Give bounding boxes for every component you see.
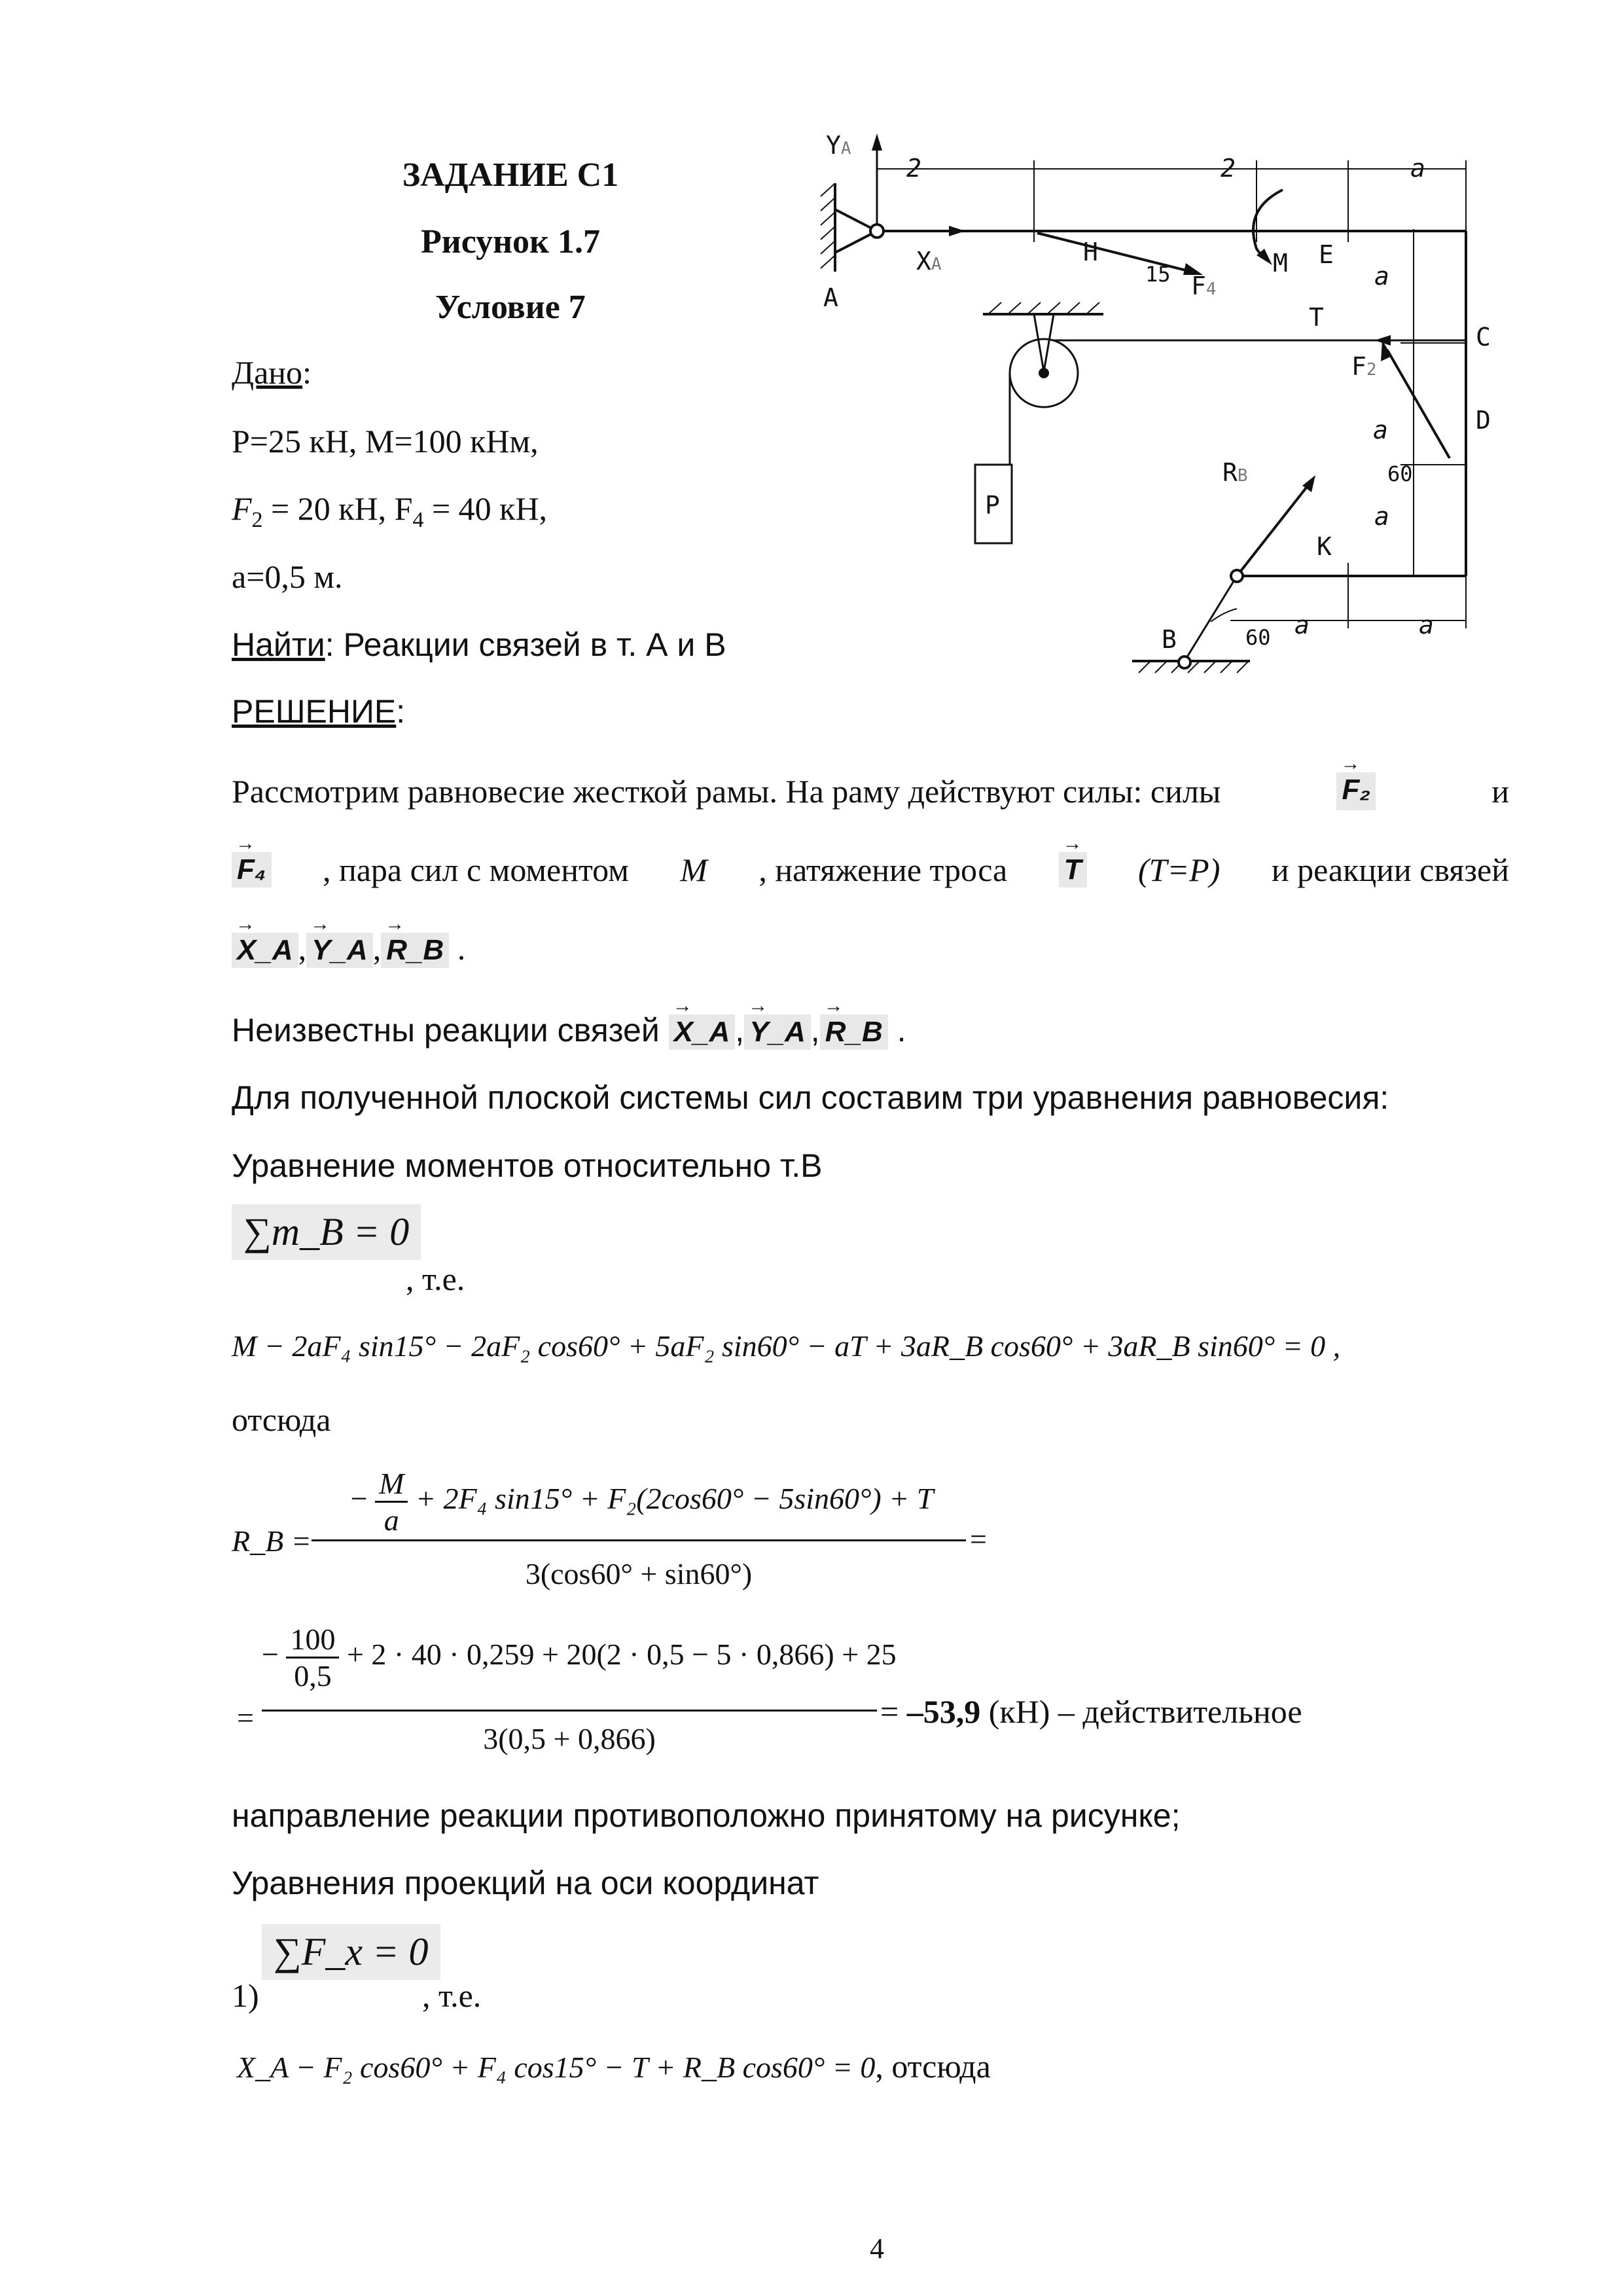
numeric-numerator: − $\frac{100}{0,5}$ + 2 · 40 · 0,259 + 20(2 · 0,5 − 5 · 0,866) + 25 (262, 1623, 897, 1693)
dim-a-5: a (1419, 611, 1434, 639)
sum-mb-equation: ∑m_B = 0 (232, 1204, 421, 1260)
rb-result: = –53,9 (кН) – действительное (880, 1693, 1302, 1730)
paragraph-projections: Уравнения проекций на оси координат (232, 1865, 819, 1901)
label-b: B (1162, 625, 1177, 654)
task-title: ЗАДАНИЕ С1 (402, 156, 619, 194)
dim-a-3: a (1374, 502, 1389, 531)
label-ya: YA (826, 131, 851, 160)
numeric-fraction-bar (262, 1710, 877, 1712)
dim-a-4: a (1294, 611, 1310, 639)
rb-lhs: R_B = (232, 1524, 312, 1558)
vector-f4: → F₄ (232, 852, 272, 888)
rb-fraction-bar (312, 1539, 966, 1541)
label-angle-60-f2: 60 (1387, 461, 1413, 486)
ie-2: , т.е. (422, 1977, 482, 2014)
numeric-denominator: 3(0,5 + 0,866) (483, 1722, 656, 1755)
vector-f2: → F₂ (1336, 772, 1376, 810)
ie-1: , т.е. (406, 1261, 465, 1297)
given-line-2: $F_2 = 20$ кН, $F_4 = 40$ кН, (232, 490, 548, 532)
paragraph-system: Для полученной плоской системы сил составим три уравнения равновесия: (232, 1079, 1389, 1116)
paragraph-unknowns: Неизвестны реакции связей → X_A ,→ Y_A ,→ R_B . (232, 1011, 906, 1050)
vector-t: → T (1059, 852, 1087, 888)
rb-equals: = (970, 1522, 987, 1556)
moment-equation: M − 2aF₄ sin15° − 2aF₂ cos60° + 5aF₂ sin60° − aT + 3aR_B cos60° + 3aR_B sin60° = 0 , (232, 1329, 1341, 1363)
dim-a-top: a (1410, 154, 1425, 183)
dim-2-left: 2 (906, 154, 921, 183)
sum-fx-equation: ∑F_x = 0 (262, 1924, 440, 1980)
given-line-3: a=0,5 м. (232, 558, 343, 595)
dim-2-right: 2 (1221, 154, 1236, 183)
condition-title: Условие 7 (435, 289, 586, 326)
label-d: D (1476, 406, 1491, 435)
label-e: E (1319, 240, 1334, 269)
label-k: K (1317, 532, 1332, 561)
paragraph-direction: направление реакции противоположно принятому на рисунке; (232, 1797, 1181, 1834)
paragraph-moments: Уравнение моментов относительно т.В (232, 1147, 823, 1184)
frame-diagram (812, 124, 1518, 700)
label-c: C (1476, 323, 1491, 351)
find-line: Найти: Реакции связей в т. А и В (232, 626, 726, 663)
item-1-label: 1) (232, 1977, 259, 2014)
label-xa: XA (916, 247, 942, 276)
label-rb: RB (1222, 458, 1248, 487)
paragraph-forces-3: → X_A ,→ Y_A ,→ R_B . (232, 929, 465, 968)
label-angle-15: 15 (1145, 262, 1171, 287)
label-p: P (985, 491, 1000, 520)
projection-equation: X_A − F₂ cos60° + F₄ cos15° − T + R_B cos60° = 0, отсюда (237, 2048, 991, 2085)
num-equals: = (237, 1701, 254, 1734)
dim-a-2: a (1373, 416, 1388, 444)
label-angle-60-b: 60 (1245, 625, 1271, 650)
given-line-1: P=25 кН, M=100 кНм, (232, 423, 539, 459)
label-m: M (1273, 249, 1288, 278)
rb-numerator: − $\frac{M}{a}$ + 2F₄ sin15° + F₂(2cos60° − 5sin60°) + T (350, 1467, 934, 1537)
label-t: T (1309, 303, 1324, 332)
label-f2: F2 (1351, 352, 1377, 381)
given-heading: Дано: (232, 354, 312, 391)
figure-title: Рисунок 1.7 (420, 223, 601, 260)
label-f4: F4 (1191, 272, 1217, 300)
solution-heading: РЕШЕНИЕ: (232, 693, 406, 730)
paragraph-forces-2: → F₄ , пара сил с моментом M , натяжение троса → T (T=P) и реакции связей (232, 851, 1509, 889)
label-h: H (1083, 238, 1098, 266)
label-a: A (823, 283, 838, 312)
hence-1: отсюда (232, 1401, 331, 1438)
rb-denominator: 3(cos60° + sin60°) (525, 1557, 753, 1590)
page-number: 4 (870, 2233, 884, 2265)
dim-a-1: a (1374, 262, 1389, 291)
paragraph-forces-1: Рассмотрим равновесие жесткой рамы. На раму действуют силы: силы → F₂ и (232, 772, 1509, 810)
